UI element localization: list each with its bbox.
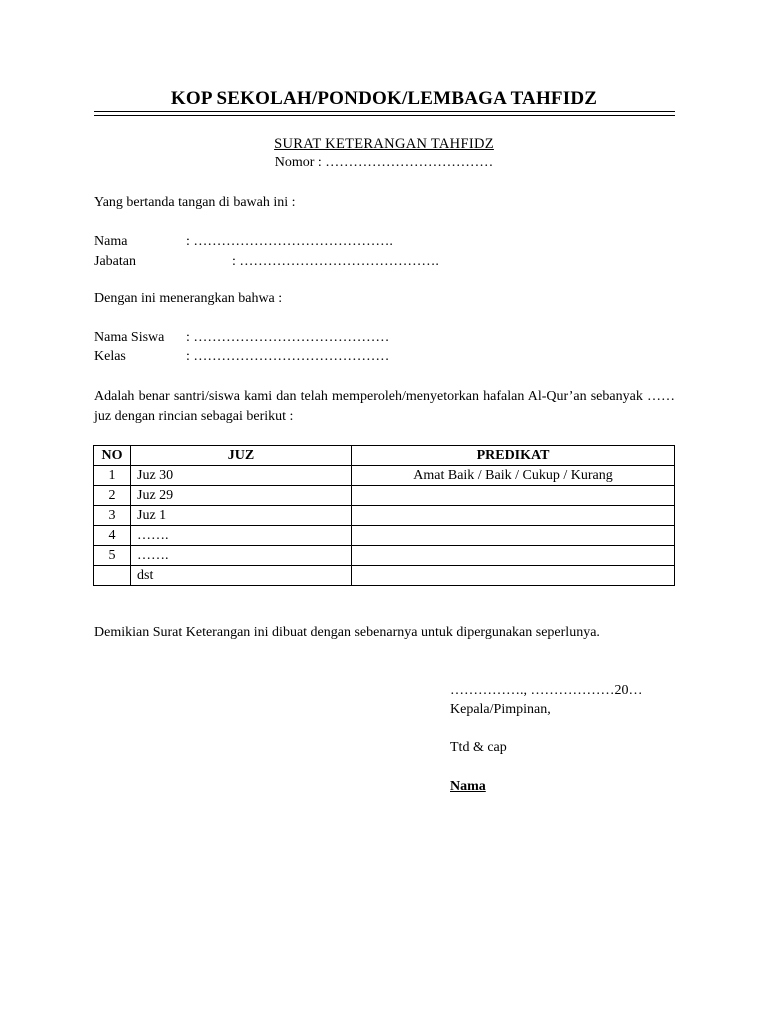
letter-title: SURAT KETERANGAN TAHFIDZ	[274, 136, 494, 152]
cell-juz: …….	[131, 546, 352, 566]
statement-paragraph: Adalah benar santri/siswa kami dan telah memperoleh/menyetorkan hafalan Al-Qur’an sebanyak …… juz dengan rincian sebagai berikut :	[94, 389, 675, 424]
header-juz: JUZ	[131, 446, 352, 466]
header-no: NO	[94, 446, 131, 466]
signer-name-label: Nama	[94, 234, 128, 249]
letterhead-rule-bottom	[94, 115, 675, 116]
table-row	[94, 526, 675, 546]
cell-predikat	[352, 506, 675, 526]
signature-ttd: Ttd & cap	[450, 740, 507, 755]
cell-no: 5	[94, 546, 131, 566]
student-name-value: : ……………………………………	[186, 330, 390, 345]
student-class-label: Kelas	[94, 349, 126, 364]
header-predikat: PREDIKAT	[352, 446, 675, 466]
signature-position: Kepala/Pimpinan,	[450, 702, 551, 717]
cell-juz: Juz 1	[131, 506, 352, 526]
cell-no: 2	[94, 486, 131, 506]
cell-juz: Juz 30	[131, 466, 352, 486]
student-class-value: : ……………………………………	[186, 349, 390, 364]
signature-name: Nama	[450, 779, 486, 794]
table-row	[94, 466, 675, 486]
cell-no: 3	[94, 506, 131, 526]
table-row	[94, 546, 675, 566]
cell-juz: dst	[131, 566, 352, 586]
letterhead-rule-top	[94, 111, 675, 112]
signature-place-date: ……………., ………………20…	[450, 683, 643, 698]
tahfidz-table	[93, 445, 675, 586]
signer-position-value: : …………………………………….	[232, 254, 439, 269]
cell-predikat	[352, 546, 675, 566]
cell-predikat	[352, 526, 675, 546]
letter-number: Nomor : ………………………………	[274, 155, 494, 170]
statement-intro: Dengan ini menerangkan bahwa :	[94, 291, 283, 306]
student-name-label: Nama Siswa	[94, 330, 165, 345]
table-row	[94, 506, 675, 526]
table-header-row	[94, 446, 675, 466]
closing-text: Demikian Surat Keterangan ini dibuat dengan sebenarnya untuk dipergunakan seperlunya.	[94, 625, 600, 640]
signer-name-value: : …………………………………….	[186, 234, 393, 249]
cell-no: 1	[94, 466, 131, 486]
cell-juz: …….	[131, 526, 352, 546]
letterhead-title: KOP SEKOLAH/PONDOK/LEMBAGA TAHFIDZ	[170, 88, 598, 109]
cell-predikat	[352, 486, 675, 506]
cell-juz: Juz 29	[131, 486, 352, 506]
cell-no: 4	[94, 526, 131, 546]
cell-predikat: Amat Baik / Baik / Cukup / Kurang	[352, 466, 675, 486]
table-row	[94, 566, 675, 586]
cell-predikat	[352, 566, 675, 586]
table-row	[94, 486, 675, 506]
intro-text: Yang bertanda tangan di bawah ini :	[94, 195, 296, 210]
signer-position-label: Jabatan	[94, 254, 136, 269]
cell-no	[94, 566, 131, 586]
